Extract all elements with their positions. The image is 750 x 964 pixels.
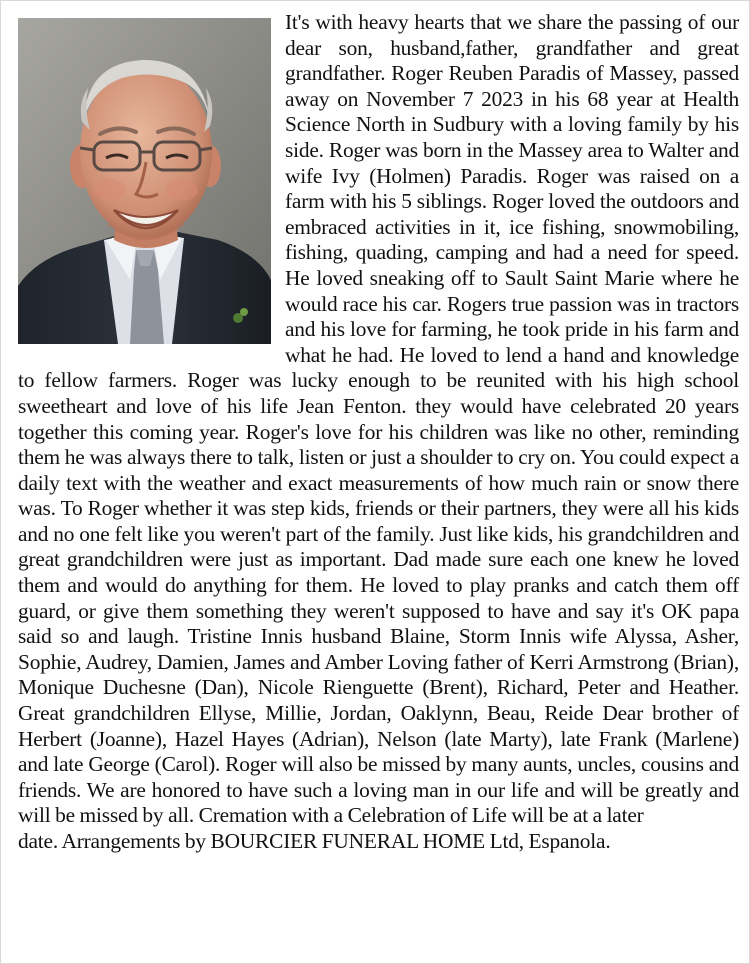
obituary-body-text: It's with heavy hearts that we share the passing of our dear son, husband,father, grandfather and great grandfather. Roger Reuben Paradis of Massey, passed away on November 7 2023 in his 68 year at Health Science North in Sudbury with a loving family by his side. Roger was born in the Massey area to Walter and wife Ivy (Holmen) Paradis. Roger was raised on a farm with his 5 siblings. Roger loved the outdoors and embraced activities in it, ice fishing, snowmobiling, fishing, quading, camping and had a need for speed. He loved sneaking off to Sault Saint Marie where he would race his car. Rogers true passion was in tractors and his love for farming, he took pride in his farm and what he had. He loved to lend a hand and knowledge to fellow farmers. Roger was lucky enough to be reunited with his high school sweetheart and love of his life Jean Fenton. they would have celebrated 20 years together this coming year. Roger's love for his children was like no other, reminding them he was always there to talk, listen or just a shoulder to cry on. You could expect a daily text with the weather and exact measurements of how much rain or snow there was. To Roger whether it was step kids, friends or their partners, they were all his kids and no one felt like you weren't part of the family. Just like kids, his grandchildren and great grandchildren were just as important. Dad made sure each one knew he loved them and would do anything for them. He loved to play pranks and catch them off guard, or give them something they weren't supposed to have and say it's OK papa said so and laugh. Tristine Innis husband Blaine, Storm Innis wife Alyssa, Asher, Sophie, Audrey, Damien, James and Amber Loving father of Kerri Armstrong (Brian), Monique Duchesne (Dan), Nicole Rienguette (Brent), Richard, Peter and Heather. Great grandchildren Ellyse, Millie, Jordan, Oaklynn, Beau, Reide Dear brother of Herbert (Joanne), Hazel Hayes (Adrian), Nelson (late Marty), late Frank (Marlene) and late George (Carol). Roger will also be missed by many aunts, uncles, cousins and friends. We are honored to have such a loving man in our life and will be greatly and will be missed by all. Cremation with a Celebration of Life will be at a later: [18, 10, 739, 828]
portrait-illustration: [18, 18, 271, 344]
obituary-closing-line: date. Arrangements by BOURCIER FUNERAL HOME Ltd, Espanola.: [18, 829, 611, 853]
portrait-photo: [18, 18, 271, 344]
obituary-article: [18, 10, 739, 855]
